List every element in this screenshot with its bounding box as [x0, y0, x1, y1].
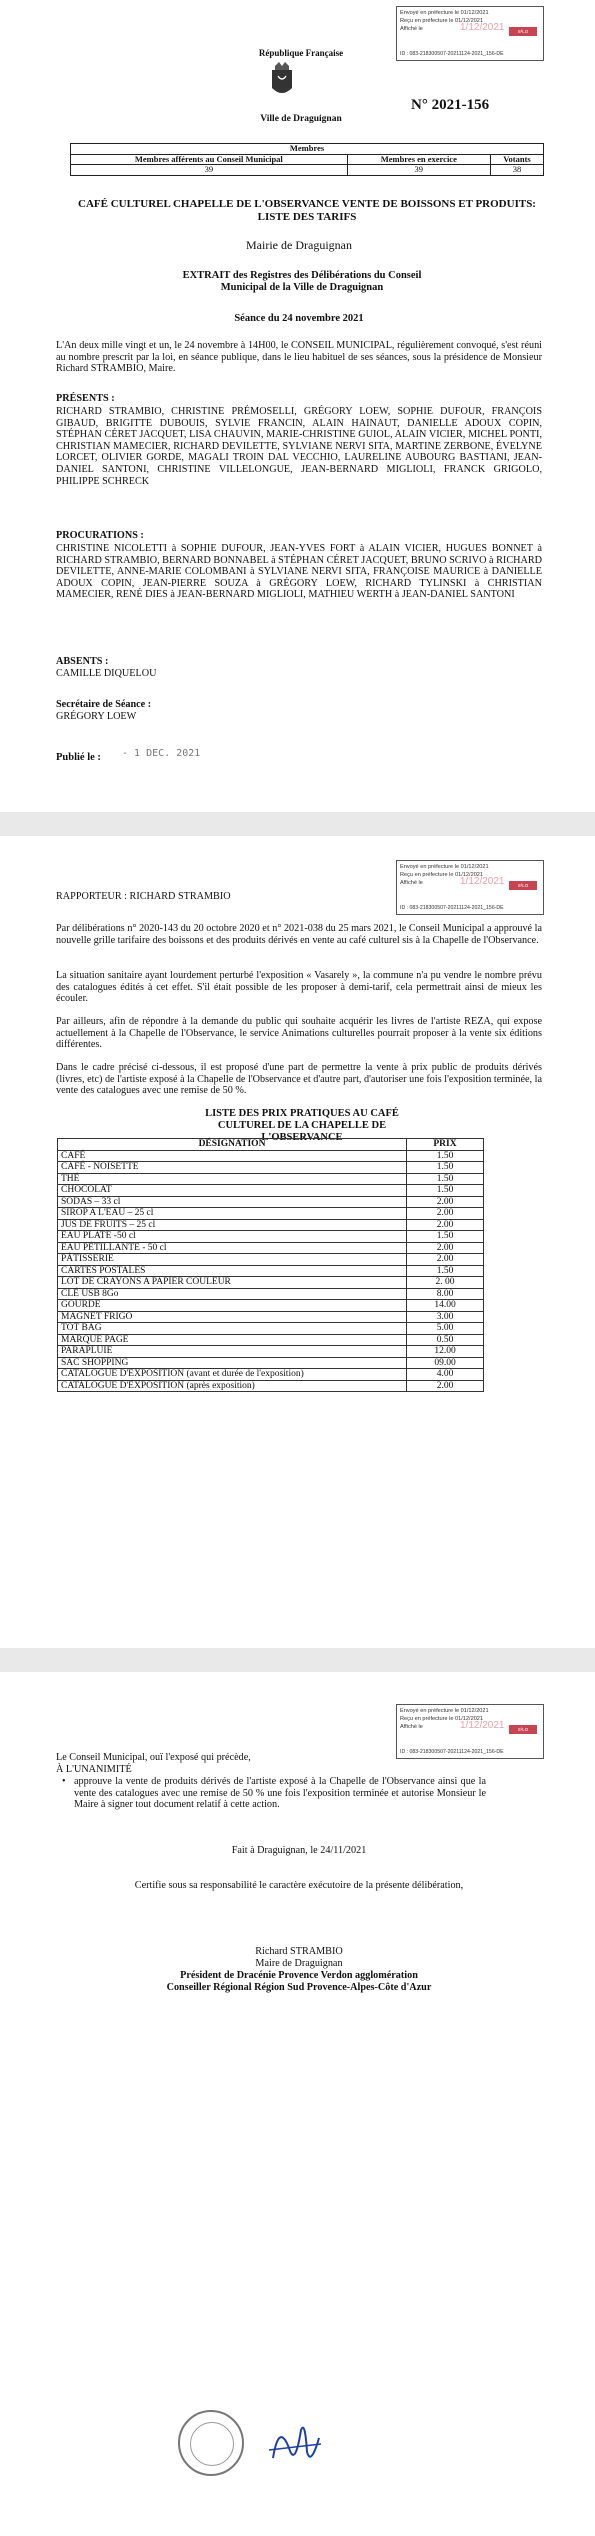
- stamp-date: 1/12/2021: [460, 22, 505, 34]
- absents-label: ABSENTS :: [56, 656, 109, 667]
- table-row: [58, 1208, 484, 1220]
- price-cell: 3.00: [407, 1311, 484, 1323]
- price-cell: 2.00: [407, 1242, 484, 1254]
- rapporteur-line: RAPPORTEUR : RICHARD STRAMBIO: [56, 891, 231, 902]
- prefecture-stamp: [396, 860, 544, 915]
- signatory-role-agglomeration: Président de Dracénie Provence Verdon agglomération: [180, 1970, 418, 1981]
- price-header-price: PRIX: [407, 1139, 484, 1151]
- designation-cell: CLÉ USB 8Go: [58, 1288, 407, 1300]
- table-row: [58, 1277, 484, 1289]
- price-cell: 2.00: [407, 1196, 484, 1208]
- price-cell: 12.00: [407, 1346, 484, 1358]
- table-row: [58, 1265, 484, 1277]
- stamp-received: Reçu en préfecture le 01/12/2021: [400, 872, 484, 879]
- members-header-cell: Votants: [490, 154, 543, 165]
- unanimity-line: À L'UNANIMITÉ: [56, 1764, 132, 1775]
- intro-paragraph: L'An deux mille vingt et un, le 24 novembre à 14H00, le CONSEIL MUNICIPAL, régulièrement convoqué, s'est réuni au nombre prescrit par la loi, en séance publique, dans le lieu habituel de ses séances, sous la présidence de Monsieur Richard STRAMBIO, Maire.: [56, 340, 542, 375]
- stamp-date: 1/12/2021: [460, 1720, 505, 1732]
- stamp-sent: Envoyé en préfecture le 01/12/2021: [400, 1708, 489, 1714]
- price-cell: 14.00: [407, 1300, 484, 1312]
- conclusion-line: Le Conseil Municipal, ouï l'exposé qui précède,: [56, 1752, 251, 1763]
- designation-cell: SODAS – 33 cl: [58, 1196, 407, 1208]
- deliberation-number: N° 2021-156: [411, 97, 490, 113]
- present-list: RICHARD STRAMBIO, CHRISTINE PRÉMOSELLI, GRÉGORY LOEW, SOPHIE DUFOUR, FRANÇOIS GIBAUD, BRIGITTE DUBOUIS, SYLVIE FRANCIN, ALAIN HAINAUT, DANIELLE ADOUX COPIN, STÉPHAN CÉRET JACQUET, LISA CHAUVIN, MARIE-CHRISTINE GUIOL, ALAIN VICIER, MICHEL PONTI, CHRISTIAN MAMECIER, RICHARD DEVILETTE, SYLVIANE NERVI SITA, MARTINE ZERBONE, ÉVELYNE LORCET, OLIVIER GORDE, MAGALI TROIN DAL VECCHIO, LAURELINE AUBOURG BASTIANI, JEAN-DANIEL SANTONI, CHRISTINE VILLELONGUE, JEAN-BERNARD MIGLIOLI, FRANCK GRIGOLO, PHILIPPE SCHRECK: [56, 406, 542, 487]
- members-value-cell: 38: [490, 165, 543, 176]
- bullet-icon: •: [62, 1776, 66, 1787]
- table-row: [58, 1300, 484, 1312]
- document-title: CAFÉ CULTUREL CHAPELLE DE L'OBSERVANCE VENTE DE BOISSONS ET PRODUITS: LISTE DES TARIFS: [78, 198, 536, 223]
- members-header-cell: Membres afférents au Conseil Municipal: [71, 154, 348, 165]
- paragraph-reza: Par ailleurs, afin de répondre à la demande du public qui souhaite acquérir les livres de l'artiste REZA, qui expose actuellement à la Chapelle de l'Observance, le service Animations culturelles pourrait proposer à la vente six éditions différentes.: [56, 1016, 542, 1051]
- price-cell: 09.00: [407, 1357, 484, 1369]
- price-cell: 8.00: [407, 1288, 484, 1300]
- done-at-line: Fait à Draguignan, le 24/11/2021: [231, 1845, 367, 1856]
- members-table: [70, 143, 544, 176]
- price-list-title: LISTE DES PRIX PRATIQUES AU CAFÉ CULTUREL DE LA CHAPELLE DE L'OBSERVANCE: [205, 1108, 399, 1143]
- price-cell: 1.50: [407, 1150, 484, 1162]
- designation-cell: SIROP A L'EAU – 25 cl: [58, 1208, 407, 1220]
- designation-cell: CAFÉ: [58, 1150, 407, 1162]
- designation-cell: TOT BAG: [58, 1323, 407, 1335]
- stamp-posted: Affiché le: [400, 26, 423, 33]
- price-cell: 2.00: [407, 1219, 484, 1231]
- paragraph-deliberations: Par délibérations n° 2020-143 du 20 octobre 2020 et n° 2021-038 du 25 mars 2021, le Conseil Municipal a approuvé la nouvelle grille tarifaire des boissons et des produits dérivés en vente au café culturel sis à la Chapelle de l'Observance.: [56, 923, 542, 946]
- table-row: [58, 1288, 484, 1300]
- table-row: [58, 1150, 484, 1162]
- designation-cell: CAFÉ - NOISETTE: [58, 1162, 407, 1174]
- price-cell: 1.50: [407, 1185, 484, 1197]
- designation-cell: EAU PÉTILLANTE - 50 cl: [58, 1242, 407, 1254]
- stamp-sent: Envoyé en préfecture le 01/12/2021: [400, 864, 489, 870]
- designation-cell: GOURDE: [58, 1300, 407, 1312]
- table-row: [58, 1311, 484, 1323]
- designation-cell: CARTES POSTALES: [58, 1265, 407, 1277]
- price-cell: 1.50: [407, 1173, 484, 1185]
- table-row: [58, 1162, 484, 1174]
- stamp-received: Reçu en préfecture le 01/12/2021: [400, 18, 484, 25]
- paragraph-sanitary: La situation sanitaire ayant lourdement perturbé l'exposition « Vasarely », la commune n'a pu vendre le nombre prévu des catalogues édités à cet effet. S'il était possible de les proposer à demi-tarif, cela permettrait ainsi de mieux les écouler.: [56, 970, 542, 1005]
- signatory-mayor: Maire de Draguignan: [255, 1958, 343, 1969]
- price-cell: 0.50: [407, 1334, 484, 1346]
- secretary-name: GRÉGORY LOEW: [56, 711, 137, 722]
- price-cell: 1.50: [407, 1162, 484, 1174]
- absents-list: CAMILLE DIQUELOU: [56, 668, 157, 679]
- stamp-sent: Envoyé en préfecture le 01/12/2021: [400, 10, 489, 16]
- table-row: [58, 1334, 484, 1346]
- table-row: [58, 1357, 484, 1369]
- coat-of-arms-icon: [268, 62, 296, 104]
- present-label: PRÉSENTS :: [56, 393, 115, 404]
- stamp-id: ID : 083-218300507-20211124-2021_156-DE: [400, 1749, 504, 1755]
- extract-title: EXTRAIT des Registres des Délibérations du Conseil Municipal de la Ville de Draguignan: [182, 270, 422, 293]
- designation-cell: THÉ: [58, 1173, 407, 1185]
- designation-cell: EAU PLATE -50 cl: [58, 1231, 407, 1243]
- table-row: [58, 1369, 484, 1381]
- designation-cell: MARQUE PAGE: [58, 1334, 407, 1346]
- stamp-posted: Affiché le: [400, 1724, 423, 1731]
- page-1: [0, 0, 595, 812]
- table-row: [58, 1346, 484, 1358]
- signatory-name: Richard STRAMBIO: [255, 1946, 343, 1957]
- designation-cell: JUS DE FRUITS – 25 cl: [58, 1219, 407, 1231]
- table-row: [58, 1380, 484, 1392]
- stamp-logo: S²LO: [509, 1725, 537, 1734]
- stamp-id: ID : 083-218300507-20211124-2021_156-DE: [400, 905, 504, 911]
- prefecture-stamp: [396, 6, 544, 61]
- price-cell: 1.50: [407, 1231, 484, 1243]
- table-row: [58, 1173, 484, 1185]
- session-date: Séance du 24 novembre 2021: [234, 313, 364, 324]
- prefecture-stamp: [396, 1704, 544, 1759]
- price-cell: 4.00: [407, 1369, 484, 1381]
- designation-cell: MAGNET FRIGO: [58, 1311, 407, 1323]
- members-value-cell: 39: [347, 165, 490, 176]
- signature-icon: [265, 2418, 325, 2474]
- republic-label: République Française: [258, 48, 344, 58]
- designation-cell: LOT DE CRAYONS A PAPIER COULEUR: [58, 1277, 407, 1289]
- members-header-cell: Membres en exercice: [347, 154, 490, 165]
- price-cell: 1.50: [407, 1265, 484, 1277]
- stamp-posted: Affiché le: [400, 880, 423, 887]
- mairie-label: Mairie de Draguignan: [246, 238, 352, 252]
- designation-cell: PÂTISSERIE: [58, 1254, 407, 1266]
- certification-line: Certifie sous sa responsabilité le caractère exécutoire de la présente délibération,: [134, 1880, 464, 1891]
- municipal-seal-icon: [178, 2410, 244, 2476]
- table-row: [58, 1242, 484, 1254]
- members-value-cell: 39: [71, 165, 348, 176]
- stamp-logo: S²LO: [509, 27, 537, 36]
- designation-cell: SAC SHOPPING: [58, 1357, 407, 1369]
- signatory-role-region: Conseiller Régional Région Sud Provence-Alpes-Côte d'Azur: [166, 1982, 432, 1993]
- members-caption: Membres: [71, 144, 544, 155]
- designation-cell: PARAPLUIE: [58, 1346, 407, 1358]
- table-row: [58, 1231, 484, 1243]
- stamp-id: ID : 083-218300507-20211124-2021_156-DE: [400, 51, 504, 57]
- published-label: Publié le :: [56, 752, 101, 763]
- table-row: [58, 1196, 484, 1208]
- procurations-list: CHRISTINE NICOLETTI à SOPHIE DUFOUR, JEAN-YVES FORT à ALAIN VICIER, HUGUES BONNET à RICHARD STRAMBIO, BERNARD BONNABEL à STÉPHAN CÉRET JACQUET, BRUNO SCRIVO à RICHARD DEVILETTE, ANNE-MARIE COLOMBANI à SYLVIANE NERVI SITA, FRANÇOISE MAURICE à DANIELLE ADOUX COPIN, JEAN-PIERRE SOUZA à GRÉGORY LOEW, RICHARD TYLINSKI à CHRISTIAN MAMECIER, RENÉ DIES à JEAN-BERNARD MIGLIOLI, MATHIEU WERTH à JEAN-DANIEL SANTONI: [56, 543, 542, 601]
- town-label: Ville de Draguignan: [260, 114, 342, 124]
- table-row: [58, 1254, 484, 1266]
- price-header-designation: DÉSIGNATION: [58, 1139, 407, 1151]
- procurations-label: PROCURATIONS :: [56, 530, 144, 541]
- designation-cell: CHOCOLAT: [58, 1185, 407, 1197]
- table-row: [58, 1185, 484, 1197]
- price-table: [57, 1138, 484, 1392]
- price-cell: 2. 00: [407, 1277, 484, 1289]
- designation-cell: CATALOGUE D'EXPOSITION (avant et durée de l'exposition): [58, 1369, 407, 1381]
- price-cell: 2.00: [407, 1254, 484, 1266]
- price-cell: 5.00: [407, 1323, 484, 1335]
- secretary-label: Secrétaire de Séance :: [56, 699, 152, 710]
- stamp-logo: S²LO: [509, 881, 537, 890]
- price-cell: 2.00: [407, 1208, 484, 1220]
- paragraph-proposal: Dans le cadre précisé ci-dessous, il est proposé d'une part de permettre la vente à prix public de produits dérivés (livres, etc) de l'artiste exposé à la Chapelle de l'Observance et d'autre part, d'autoriser une fois l'exposition terminée, la vente des catalogues avec une remise de 50 %.: [56, 1062, 542, 1097]
- table-row: [58, 1219, 484, 1231]
- decision-paragraph: approuve la vente de produits dérivés de l'artiste exposé à la Chapelle de l'Observance ainsi que la vente des catalogues avec une remise de 50 % une fois l'exposition terminée et autorise Monsieur le Maire à signer tout document relatif à cette action.: [74, 1776, 486, 1811]
- designation-cell: CATALOGUE D'EXPOSITION (après exposition): [58, 1380, 407, 1392]
- price-cell: 2.00: [407, 1380, 484, 1392]
- stamp-date: 1/12/2021: [460, 876, 505, 888]
- stamp-received: Reçu en préfecture le 01/12/2021: [400, 1716, 484, 1723]
- published-date-stamp: - 1 DEC. 2021: [122, 748, 201, 759]
- table-row: [58, 1323, 484, 1335]
